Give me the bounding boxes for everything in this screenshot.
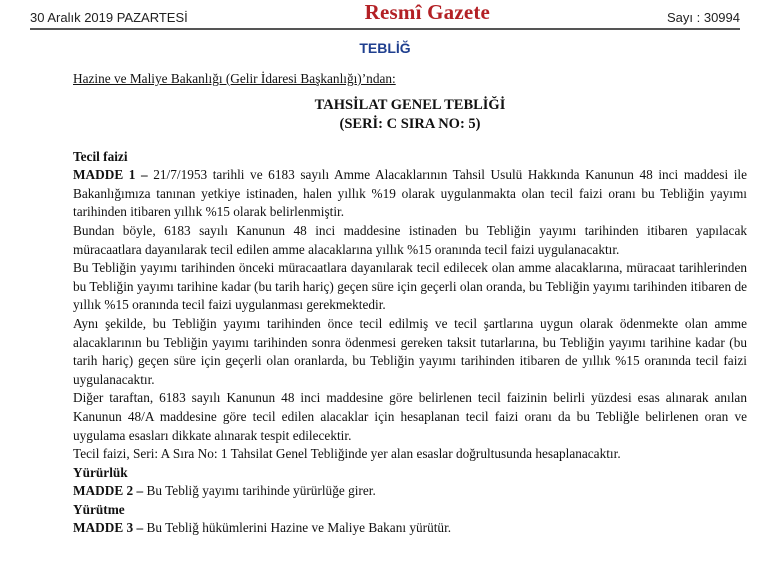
article-3-text: Bu Tebliğ hükümlerini Hazine ve Maliye Bakanı yürütür.: [146, 520, 452, 536]
article-1-paragraph-3: Bu Tebliğin yayımı tarihinden önceki müracaatlara dayanılarak tecil edilecek olan amme alacaklarına, müracaat tarihlerinden bu Tebliğin yayımı tarihine kadar (bu tarih hariç) geçen süre için geçerli olan oranda, bu Tebliğin yayımı tarihinden itibaren de yıllık %15 oranında tecil faizi uygulanması gerekmektedir.: [73, 260, 747, 313]
article-1-paragraph-1: [73, 166, 747, 222]
article-1-paragraph-2: Bundan böyle, 6183 sayılı Kanunun 48 inci maddesine istinaden bu Tebliğin yayımı tarihinden itibaren yapılacak müracaatlara dayanılarak tecil edilen amme alacaklarına yıllık %15 oranında tecil faizi uygulanacaktır.: [73, 222, 747, 257]
issuer-line: Hazine ve Maliye Bakanlığı (Gelir İdaresi Başkanlığı)’ndan:: [73, 71, 396, 86]
communique-series: (SERİ: C SIRA NO: 5): [339, 115, 481, 132]
communique-title: TAHSİLAT GENEL TEBLİĞİ: [314, 96, 506, 113]
document-type: TEBLİĞ: [359, 40, 411, 56]
section-heading-tecil-faizi: Tecil faizi: [73, 148, 128, 164]
article-3: [73, 519, 747, 538]
gazette-title: Resmî Gazete: [364, 0, 491, 24]
article-1-paragraph-4: Aynı şekilde, bu Tebliğin yayımı tarihinden önce tecil edilmiş ve tecil şartlarına uygun olarak ödenmekte olan amme alacaklarının bu Tebliğin yayımı tarihinden sonra ödenmesi gereken taksit tutarlarına, bu Tebliğin yayımı tarihine kadar (bu tarih hariç) geçen süre için geçerli olan oranlarda, bu Tebliğin yayımı tarihinden itibaren de yıllık %15 oranında tecil faizi uygulanacaktır.: [73, 315, 747, 387]
document-body: [73, 70, 747, 538]
article-2-label: MADDE 2 –: [73, 483, 144, 499]
page-header: [30, 0, 740, 30]
article-1-paragraph-6: Tecil faizi, Seri: A Sıra No: 1 Tahsilat Genel Tebliğinde yer alan esaslar doğrultusunda hesaplanacaktır.: [73, 446, 621, 462]
issue-number: Sayı : 30994: [666, 10, 740, 25]
article-2-text: Bu Tebliğ yayımı tarihinde yürürlüğe girer.: [146, 483, 376, 499]
section-heading-yururluk: Yürürlük: [73, 464, 128, 480]
header-date: 30 Aralık 2019 PAZARTESİ: [30, 10, 188, 25]
article-1-label: MADDE 1 –: [73, 167, 148, 183]
article-1-paragraph-5: Diğer taraftan, 6183 sayılı Kanunun 48 inci maddesine göre belirlenen tecil faizinin belirli yüzdesi esas alınarak anılan Kanunun 48/A maddesine göre tecil edilen alacaklar için hesaplanan tecil faizi oranı da bu Tebliğle belirlenen oran ve uygulama esasları dikkate alınarak tespit edilecektir.: [73, 390, 747, 443]
section-heading-yurutme: Yürütme: [73, 501, 125, 517]
article-3-label: MADDE 3 –: [73, 520, 144, 536]
article-2: [73, 482, 747, 501]
article-1-text: 21/7/1953 tarihli ve 6183 sayılı Amme Alacaklarının Tahsil Usulü Hakkında Kanunun 48 inci maddesi ile Bakanlığımıza tanınan yetkiye istinaden, halen yıllık %19 olarak uygulanmakta olan tecil faizi oranı bu Tebliğin yayımı tarihinden itibaren yıllık %15 olarak belirlenmiştir.: [73, 167, 747, 220]
